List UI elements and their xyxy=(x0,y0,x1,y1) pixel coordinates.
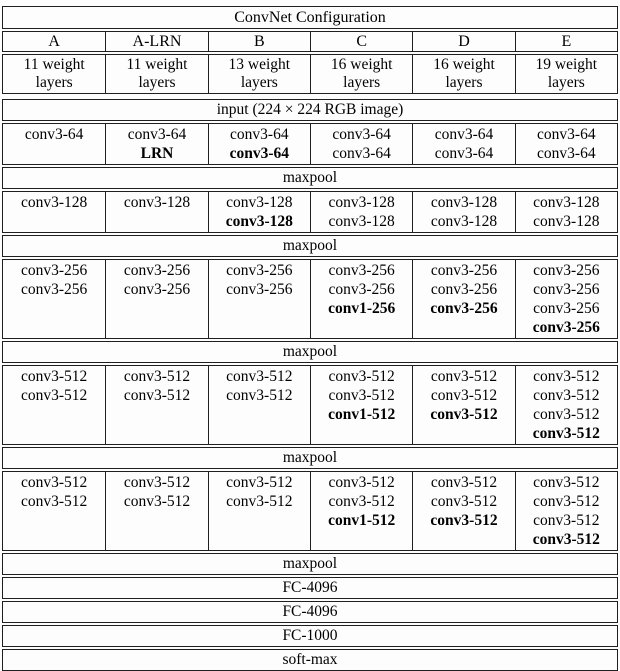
conv-block-512-2-col-E xyxy=(515,472,617,550)
conv-entry: conv3-64 xyxy=(537,145,596,162)
conv-entry: conv3-512 xyxy=(226,474,293,491)
conv-entry: conv3-256 xyxy=(328,262,395,279)
conv-entry: conv3-256 xyxy=(226,281,293,298)
conv-entry: conv3-256 xyxy=(430,262,498,279)
conv-entry: conv3-512 xyxy=(532,425,600,442)
fc-row-1: FC-4096 xyxy=(2,577,618,599)
conv-block-512-2-col-A xyxy=(3,472,105,550)
conv-entry: conv3-512 xyxy=(328,493,395,510)
conv-block-128-col-A-LRN xyxy=(105,192,207,232)
depth-line: layers xyxy=(547,74,585,91)
conv-entry: conv3-128 xyxy=(430,194,498,211)
conv-entry: conv3-512 xyxy=(533,493,600,510)
conv-entry: conv3-256 xyxy=(21,262,88,279)
config-depth-C xyxy=(310,55,412,93)
conv-block-64-col-B xyxy=(208,124,310,164)
conv-entry: conv3-256 xyxy=(533,300,600,317)
depth-line: 11 weight xyxy=(23,56,85,73)
config-name-B: B xyxy=(208,32,310,51)
input-row: input (224 × 224 RGB image) xyxy=(2,99,618,121)
conv-entry: conv3-128 xyxy=(328,213,395,230)
depth-line: 11 weight xyxy=(126,56,188,73)
conv-entry: conv3-64 xyxy=(434,145,494,162)
conv-block-512-1-col-E xyxy=(515,366,617,444)
maxpool-row: maxpool xyxy=(2,341,618,363)
config-name-A: A xyxy=(48,33,60,50)
conv-entry: conv3-64 xyxy=(127,126,187,143)
conv-entry: conv3-512 xyxy=(226,368,293,385)
config-depth-A xyxy=(3,55,105,93)
conv-entry: LRN xyxy=(140,145,174,162)
conv-entry: conv3-128 xyxy=(226,194,293,211)
config-name-C: C xyxy=(310,32,412,51)
config-depth-E xyxy=(515,55,617,93)
conv-entry: conv3-512 xyxy=(123,493,191,510)
conv-entry: conv3-256 xyxy=(123,262,191,279)
conv-block-512-1-col-A-LRN xyxy=(105,366,207,444)
conv-block-512-1-col-C xyxy=(310,366,412,444)
conv-entry: conv3-128 xyxy=(21,194,88,211)
conv-entry: conv3-512 xyxy=(533,474,600,491)
config-depth-row xyxy=(2,54,618,94)
conv-entry: conv3-512 xyxy=(328,368,395,385)
depth-line: 16 weight xyxy=(433,56,495,73)
conv-entry: conv3-64 xyxy=(229,145,290,162)
conv-entry: conv3-512 xyxy=(21,493,88,510)
conv-entry: conv3-128 xyxy=(328,194,395,211)
conv-block-128-col-D xyxy=(412,192,514,232)
conv-block-64-col-E xyxy=(515,124,617,164)
conv-entry: conv3-512 xyxy=(123,368,191,385)
conv-block-128-col-C xyxy=(310,192,412,232)
depth-line: layers xyxy=(445,74,483,91)
conv-entry: conv3-256 xyxy=(123,281,191,298)
conv-entry: conv3-512 xyxy=(430,387,498,404)
conv-entry: conv1-512 xyxy=(328,406,396,423)
conv-block-128-col-B xyxy=(208,192,310,232)
conv-entry: conv3-256 xyxy=(533,281,600,298)
conv-entry: conv3-256 xyxy=(430,300,498,317)
conv-entry: conv3-512 xyxy=(123,387,191,404)
conv-block-512-2-col-A-LRN xyxy=(105,472,207,550)
depth-line: layers xyxy=(138,74,176,91)
depth-line: 19 weight xyxy=(535,56,598,73)
conv-block-256-col-A xyxy=(3,260,105,338)
conv-entry: conv3-128 xyxy=(123,194,191,211)
conv-entry: conv3-256 xyxy=(21,281,88,298)
config-depth-B xyxy=(208,55,310,93)
conv-entry: conv3-128 xyxy=(533,194,600,211)
conv-block-64-col-C xyxy=(310,124,412,164)
maxpool-row: maxpool xyxy=(2,235,618,257)
conv-entry: conv3-512 xyxy=(123,474,191,491)
conv-entry: conv3-512 xyxy=(328,387,395,404)
depth-line: 13 weight xyxy=(228,56,291,73)
conv-entry: conv3-512 xyxy=(328,474,395,491)
conv-entry: conv3-512 xyxy=(226,493,293,510)
conv-entry: conv3-64 xyxy=(24,126,84,143)
conv-entry: conv3-512 xyxy=(430,493,498,510)
conv-entry: conv3-256 xyxy=(533,262,600,279)
depth-line: 16 weight xyxy=(330,56,393,73)
convnet-configuration-table xyxy=(2,6,618,671)
conv-entry: conv3-512 xyxy=(533,387,600,404)
conv-entry: conv3-64 xyxy=(434,126,494,143)
conv-entry: conv3-128 xyxy=(533,213,600,230)
config-depth-D xyxy=(412,55,514,93)
depth-line: layers xyxy=(343,74,381,91)
conv-block-512-1 xyxy=(2,365,618,445)
config-name-E: E xyxy=(515,32,617,51)
conv-entry: conv3-512 xyxy=(532,531,600,548)
fc-row-4: soft-max xyxy=(2,649,618,671)
conv-block-256-col-E xyxy=(515,260,617,338)
depth-line: layers xyxy=(240,74,278,91)
conv-entry: conv3-256 xyxy=(328,281,395,298)
table-title: ConvNet Configuration xyxy=(2,6,618,29)
conv-entry: conv3-512 xyxy=(21,387,88,404)
conv-block-256-col-A-LRN xyxy=(105,260,207,338)
conv-entry: conv3-128 xyxy=(225,213,293,230)
conv-block-512-1-col-A xyxy=(3,366,105,444)
fc-row-3: FC-1000 xyxy=(2,625,618,647)
config-name-A-LRN: A-LRN xyxy=(105,32,207,51)
maxpool-row: maxpool xyxy=(2,167,618,189)
conv-block-128-col-E xyxy=(515,192,617,232)
conv-entry: conv3-256 xyxy=(430,281,498,298)
conv-block-512-1-col-D xyxy=(412,366,514,444)
conv-block-128 xyxy=(2,191,618,233)
conv-block-512-2-col-B xyxy=(208,472,310,550)
conv-block-256-col-D xyxy=(412,260,514,338)
conv-block-512-1-col-B xyxy=(208,366,310,444)
conv-entry: conv3-512 xyxy=(21,368,88,385)
conv-block-64 xyxy=(2,123,618,165)
conv-block-64-col-D xyxy=(412,124,514,164)
conv-entry: conv3-512 xyxy=(430,512,498,529)
conv-entry: conv3-64 xyxy=(537,126,596,143)
conv-block-256 xyxy=(2,259,618,339)
conv-block-64-col-A xyxy=(3,124,105,164)
maxpool-row: maxpool xyxy=(2,447,618,469)
maxpool-row: maxpool xyxy=(2,553,618,575)
conv-entry: conv3-64 xyxy=(332,145,391,162)
config-name-row xyxy=(2,31,618,52)
conv-entry: conv3-128 xyxy=(430,213,498,230)
config-name-D: D xyxy=(412,32,514,51)
conv-entry: conv3-256 xyxy=(532,319,600,336)
conv-entry: conv3-512 xyxy=(533,512,600,529)
fc-row-2: FC-4096 xyxy=(2,601,618,623)
conv-entry: conv1-256 xyxy=(328,300,396,317)
conv-entry: conv3-512 xyxy=(21,474,88,491)
depth-line: layers xyxy=(35,74,73,91)
conv-entry: conv3-64 xyxy=(332,126,391,143)
conv-block-512-2 xyxy=(2,471,618,551)
conv-entry: conv3-512 xyxy=(533,406,600,423)
conv-block-128-col-A xyxy=(3,192,105,232)
conv-block-512-2-col-D xyxy=(412,472,514,550)
conv-entry: conv3-512 xyxy=(430,474,498,491)
config-depth-A-LRN xyxy=(105,55,207,93)
conv-block-512-2-col-C xyxy=(310,472,412,550)
conv-entry: conv3-512 xyxy=(533,368,600,385)
conv-entry: conv3-512 xyxy=(226,387,293,404)
conv-entry: conv3-256 xyxy=(226,262,293,279)
conv-entry: conv3-512 xyxy=(430,406,498,423)
conv-block-64-col-A-LRN xyxy=(105,124,207,164)
conv-entry: conv3-512 xyxy=(430,368,498,385)
table-body xyxy=(2,99,618,671)
conv-block-256-col-B xyxy=(208,260,310,338)
conv-block-256-col-C xyxy=(310,260,412,338)
conv-entry: conv1-512 xyxy=(328,512,396,529)
conv-entry: conv3-64 xyxy=(230,126,289,143)
